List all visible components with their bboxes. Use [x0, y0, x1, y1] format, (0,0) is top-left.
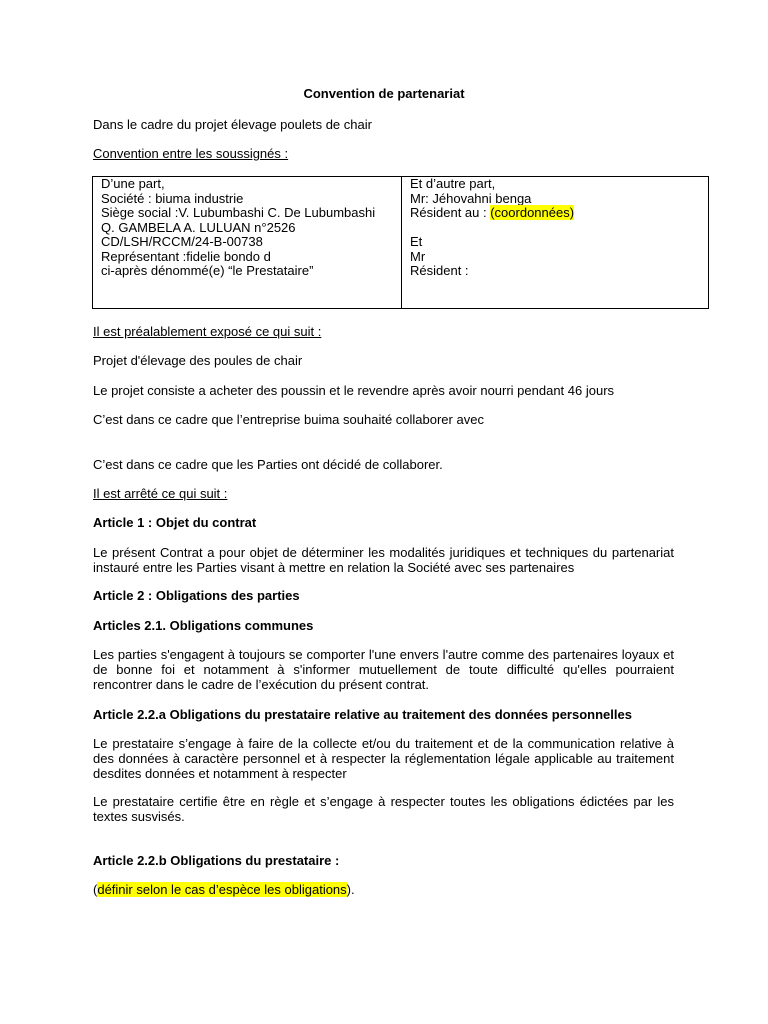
first-party-line: Société : biuma industrie — [101, 190, 244, 206]
paragraph-collaboration: C’est dans ce cadre que l’entreprise buima souhaité collaborer avec — [93, 412, 484, 427]
first-party-cell — [93, 177, 402, 309]
obligations-placeholder: définir selon le cas d’espèce les obligations — [97, 882, 347, 897]
parties-table — [92, 176, 709, 309]
article-2-2a-title: Article 2.2.a Obligations du prestataire relative au traitement des données personnelles — [93, 707, 632, 722]
article-1-text: Le présent Contrat a pour objet de déterminer les modalités juridiques et techniques du partenariat instauré entre les Parties visant à mettre en relation la Société avec ses partenaires — [93, 545, 674, 575]
first-party-line: D’une part, — [101, 176, 165, 191]
paragraph-project-details: Le projet consiste a acheter des poussin et le revendre après avoir nourri pendant 46 jours — [93, 383, 615, 398]
convention-heading: Convention entre les soussignés : — [93, 146, 289, 161]
second-party-line: Mr: Jéhovahni benga — [410, 190, 532, 206]
article-2-1-text: Les parties s'engagent à toujours se comporter l'une envers l'autre comme des partenaires loyaux et de bonne foi et notamment à s'informer mutuellement de toute difficulté qu'elles pourraient rencontrer dans le cadre de l’exécution du présent contrat. — [93, 647, 674, 692]
article-2-2b-title: Article 2.2.b Obligations du prestataire : — [93, 853, 340, 868]
arrete-heading: Il est arrêté ce qui suit : — [93, 486, 228, 501]
second-party-residence — [410, 206, 708, 221]
open-paren: ( — [93, 882, 98, 897]
first-party-line: CD/LSH/RCCM/24-B-00738 — [101, 234, 263, 249]
document-title: Convention de partenariat — [303, 86, 465, 101]
article-2-2b-placeholder-line — [93, 882, 355, 897]
expose-heading: Il est préalablement exposé ce qui suit : — [93, 324, 322, 339]
article-1-title: Article 1 : Objet du contrat — [93, 515, 257, 530]
second-party-line: Et d’autre part, — [410, 176, 496, 191]
paragraph-parties-decision: C’est dans ce cadre que les Parties ont décidé de collaborer. — [93, 457, 443, 472]
second-party-line: Et — [410, 234, 423, 249]
first-party-line: Siège social :V. Lubumbashi C. De Lubumbashi — [101, 205, 376, 220]
second-party-cell — [402, 177, 709, 309]
coordinates-placeholder: (coordonnées) — [490, 205, 575, 220]
article-2-1-title: Articles 2.1. Obligations communes — [93, 618, 314, 633]
intro-line: Dans le cadre du projet élevage poulets de chair — [93, 117, 372, 132]
first-party-line: Représentant :fidelie bondo d — [101, 248, 271, 264]
first-party-line: Q. GAMBELA A. LULUAN n°2526 — [101, 219, 296, 235]
second-party-line: Mr — [410, 248, 426, 264]
article-2-2a-text: Le prestataire s’engage à faire de la collecte et/ou du traitement et de la communication relative à des données à caractère personnel et à respecter la réglementation légale applicable au traitement desdites données et notamment à respecter — [93, 736, 674, 781]
residence-label: Résident au : — [410, 205, 491, 220]
close-paren: ). — [346, 882, 355, 897]
second-party-line: Résident : — [410, 263, 469, 278]
article-2-2a-text-2: Le prestataire certifie être en règle et s’engage à respecter toutes les obligations édictées par les textes susvisés. — [93, 794, 674, 824]
article-2-title: Article 2 : Obligations des parties — [93, 588, 300, 603]
paragraph-project: Projet d'élevage des poules de chair — [93, 353, 303, 368]
first-party-line: ci-après dénommé(e) “le Prestataire” — [101, 263, 314, 278]
blank-line — [410, 221, 708, 236]
